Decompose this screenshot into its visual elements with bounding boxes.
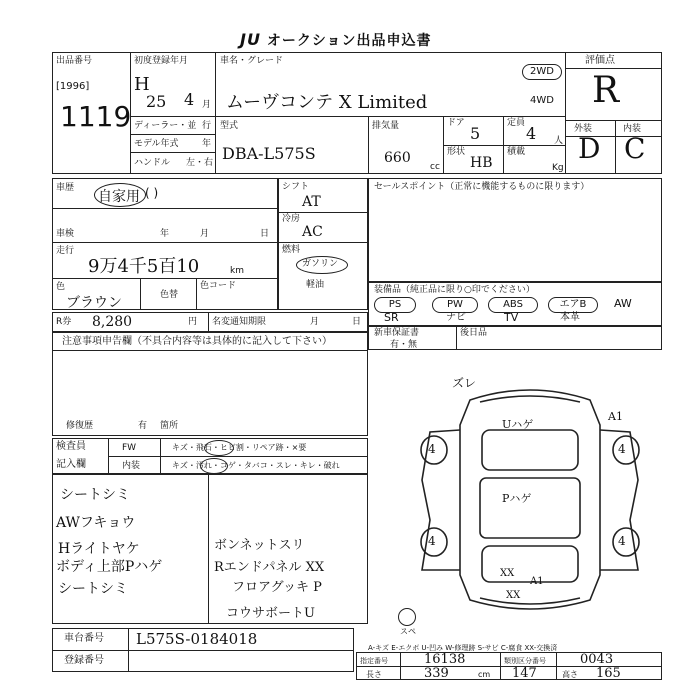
color-code-label: 色コード bbox=[200, 281, 237, 291]
warranty-label: 新車保証書 bbox=[374, 328, 420, 338]
form-title bbox=[240, 30, 432, 50]
shape-label: 形状 bbox=[447, 147, 466, 157]
doors-value: 5 bbox=[470, 124, 481, 143]
handle-label: ハンドル bbox=[134, 158, 171, 168]
equip-tv: TV bbox=[504, 311, 519, 324]
doors-label: ドア bbox=[447, 118, 465, 128]
interior-items: キズ・汚れ・コゲ・タバコ・スレ・キレ・破れ bbox=[172, 461, 340, 470]
height-label: 高さ bbox=[562, 670, 578, 679]
equipment-label: 装備品（純正品に限り○印でください） bbox=[374, 285, 535, 295]
displacement-value: 660 bbox=[384, 150, 411, 166]
displacement-unit: cc bbox=[430, 162, 440, 172]
fuel-label: 燃料 bbox=[282, 245, 301, 255]
lot-number-label: 出品番号 bbox=[56, 56, 93, 66]
note-right-3: フロアグッキ P bbox=[232, 580, 322, 595]
inspection-label: 車検 bbox=[56, 229, 75, 239]
note-left-3: Hライトヤケ bbox=[58, 541, 140, 557]
displacement-label: 排気量 bbox=[372, 121, 400, 131]
fw-head: FW bbox=[122, 443, 137, 453]
vehicle-name-grade: ムーヴコンテ X Limited bbox=[226, 92, 428, 113]
exterior-label: 外装 bbox=[574, 124, 593, 134]
drive-4wd: 4WD bbox=[530, 95, 554, 106]
reg-era: H bbox=[134, 74, 150, 95]
recycle-unit: 円 bbox=[188, 317, 198, 327]
inspector-label: 検査員 bbox=[56, 441, 86, 452]
tire-rl: 4 bbox=[428, 534, 436, 548]
first-registration-label: 初度登録年月 bbox=[134, 56, 189, 66]
diagram-mark-roof: Uハゲ bbox=[502, 418, 534, 431]
notes-section bbox=[52, 332, 368, 436]
diagram-mark-right: A1 bbox=[608, 410, 623, 423]
equip-leather: 本革 bbox=[560, 312, 580, 323]
model-year-label: モデル年式 bbox=[134, 139, 179, 149]
length-value: 339 bbox=[424, 666, 449, 681]
capacity-value: 4 bbox=[526, 124, 537, 143]
deadline-month: 月 bbox=[310, 317, 320, 327]
recycle-amount: 8,280 bbox=[92, 314, 133, 330]
notes-label: 注意事項申告欄（不具合内容等は具体的に記入して下さい） bbox=[62, 336, 332, 347]
history-paren: ( ) bbox=[145, 186, 159, 200]
load-label: 積載 bbox=[507, 147, 526, 157]
length-unit: cm bbox=[478, 670, 491, 679]
tire-fr: 4 bbox=[618, 442, 626, 456]
fw-items: キズ・飛石・ヒビ割・リペア跡・×要 bbox=[172, 443, 307, 452]
model-type-label: 型式 bbox=[220, 121, 239, 131]
tire-rr: 4 bbox=[618, 534, 626, 548]
entry-label: 記入欄 bbox=[56, 459, 86, 470]
ac-label: 冷房 bbox=[282, 214, 301, 224]
chassis-number: L575S-0184018 bbox=[136, 630, 258, 648]
width-value: 147 bbox=[512, 666, 537, 681]
sales-point-section bbox=[368, 178, 662, 282]
equip-airbag: エアB bbox=[548, 297, 598, 313]
deadline-label: 名変通知期限 bbox=[212, 317, 267, 327]
sales-point-label: セールスポイント（正常に機能するものに限ります） bbox=[374, 182, 590, 192]
capacity-unit: 人 bbox=[554, 136, 564, 146]
deadline-day: 日 bbox=[352, 317, 362, 327]
repair-value: 有 bbox=[138, 421, 148, 431]
tire-fl: 4 bbox=[428, 442, 436, 456]
inspection-day: 日 bbox=[260, 229, 270, 239]
reg-year: 25 bbox=[146, 92, 167, 111]
diagram-mark-bumper-xx: XX bbox=[506, 590, 521, 601]
note-left-4: ボディ上部Pハゲ bbox=[56, 559, 163, 575]
inspection-month: 月 bbox=[200, 229, 210, 239]
interior-grade: C bbox=[624, 132, 646, 165]
repair-suffix: 箇所 bbox=[160, 421, 179, 431]
model-year-suffix: 年 bbox=[202, 139, 212, 149]
model-code: DBA-L575S bbox=[222, 144, 316, 163]
diagram-mark-top: ズレ bbox=[452, 376, 477, 390]
mileage-unit: km bbox=[230, 266, 244, 276]
reg-month: 4 bbox=[184, 90, 195, 109]
diagram-mark-rear-a1: A1 bbox=[530, 576, 544, 587]
category-value: 0043 bbox=[580, 652, 614, 667]
history-label: 車歴 bbox=[56, 183, 75, 193]
equip-navi: ナビ bbox=[446, 312, 466, 323]
name-grade-label: 車名・グレード bbox=[220, 56, 284, 66]
inspection-year: 年 bbox=[160, 229, 170, 239]
mechanics-section bbox=[278, 178, 368, 310]
equip-sr: SR bbox=[384, 311, 399, 324]
repair-label: 修復歴 bbox=[66, 421, 94, 431]
handle-suffix: 左・右 bbox=[186, 158, 214, 168]
note-right-1: ボンネットスリ bbox=[214, 538, 305, 553]
lot-number: 1119 bbox=[60, 100, 132, 133]
post-delivery-label: 後日品 bbox=[460, 328, 488, 338]
interior-label: 内装 bbox=[623, 124, 642, 134]
warranty-value: 有・無 bbox=[390, 340, 418, 350]
equip-aw: AW bbox=[614, 297, 632, 310]
dealer-label: ディーラー・並 bbox=[134, 121, 197, 131]
diagram-mark-body: Pハゲ bbox=[502, 492, 532, 505]
reg-month-unit: 月 bbox=[202, 100, 212, 110]
fuel-value: ガソリン bbox=[302, 259, 339, 269]
recycle-label: R券 bbox=[56, 317, 72, 327]
height-value: 165 bbox=[596, 666, 621, 681]
shape-value: HB bbox=[470, 155, 493, 171]
mileage-value: 9万4千5百10 bbox=[88, 256, 200, 277]
equip-pw: PW bbox=[432, 297, 478, 313]
registration-number-label: 登録番号 bbox=[64, 655, 104, 666]
designated-label: 指定番号 bbox=[360, 657, 388, 665]
interior-head: 内装 bbox=[122, 461, 141, 471]
note-left-1: シートシミ bbox=[60, 487, 130, 503]
diagram-mark-rear-xx: XX bbox=[500, 568, 515, 579]
ac-value: AC bbox=[302, 224, 323, 240]
damage-legend: A-キズ E-エクボ U-凹み W-修理跡 S-サビ C-腐食 XX-交換済 bbox=[368, 644, 558, 652]
equip-abs: ABS bbox=[488, 297, 538, 313]
form-title-text: オークション出品申込書 bbox=[266, 33, 432, 49]
load-unit: Kg bbox=[552, 163, 564, 173]
ju-logo: JU bbox=[240, 30, 261, 49]
color-change-label: 色替 bbox=[160, 290, 179, 300]
spare-mark: スペ bbox=[400, 627, 416, 636]
lot-small-number: [1996] bbox=[56, 81, 90, 92]
drive-2wd: 2WD bbox=[522, 64, 562, 80]
score-label: 評価点 bbox=[585, 55, 615, 66]
category-label: 類別区分番号 bbox=[504, 657, 546, 665]
mileage-label: 走行 bbox=[56, 246, 75, 256]
shift-label: シフト bbox=[282, 182, 310, 192]
capacity-label: 定員 bbox=[507, 118, 526, 128]
length-label: 長さ bbox=[366, 670, 382, 679]
note-left-5: シートシミ bbox=[58, 581, 128, 597]
note-right-2: Rエンドパネル XX bbox=[214, 560, 325, 575]
equip-ps: PS bbox=[374, 297, 416, 313]
history-value: 自家用 bbox=[98, 189, 140, 205]
note-left-2: AWフキョウ bbox=[56, 515, 136, 531]
exterior-grade: D bbox=[578, 132, 601, 165]
score-value: R bbox=[592, 70, 620, 111]
dealer-suffix: 行 bbox=[202, 121, 212, 131]
chassis-label: 車台番号 bbox=[64, 633, 104, 644]
note-right-4: コウサボートU bbox=[226, 606, 315, 621]
color-value: ブラウン bbox=[66, 295, 122, 311]
fuel-light-label: 軽油 bbox=[306, 280, 325, 290]
designated-value: 16138 bbox=[424, 652, 466, 667]
shift-value: AT bbox=[302, 194, 321, 210]
color-label: 色 bbox=[56, 282, 66, 292]
